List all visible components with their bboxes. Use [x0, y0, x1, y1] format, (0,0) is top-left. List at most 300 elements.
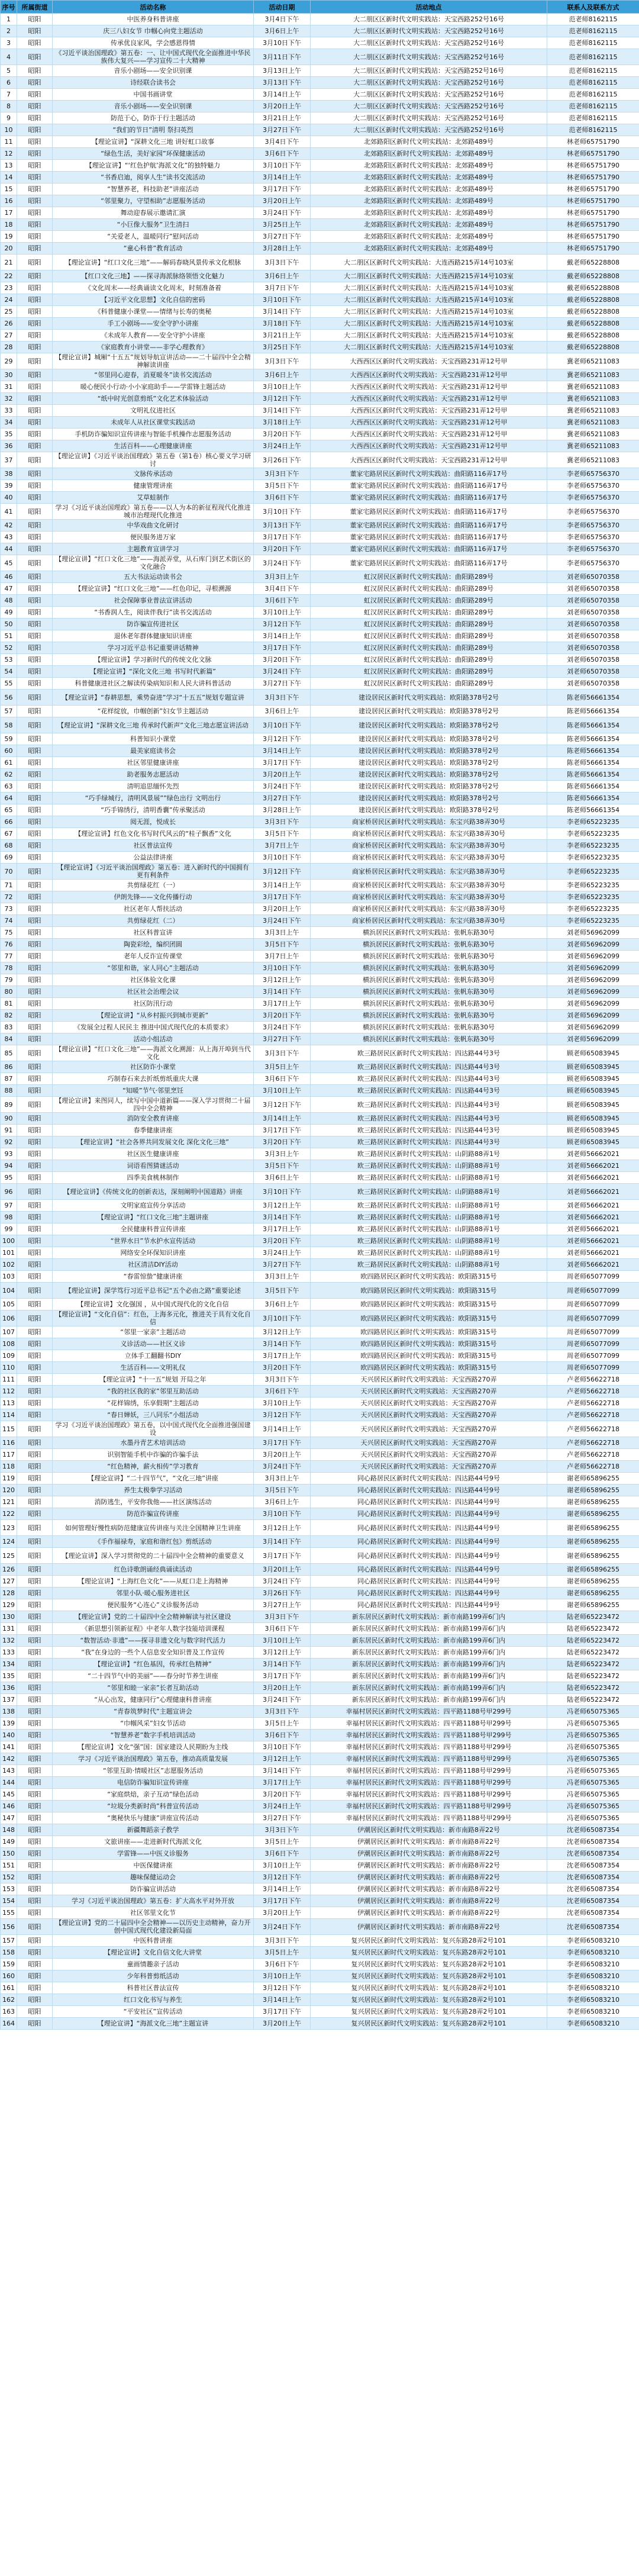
- cell-index: 79: [1, 974, 17, 986]
- cell-location: 天兴居民区新时代文明实践站：天宝西路270弄: [311, 1386, 547, 1398]
- cell-location: 欧三路居民区新时代文明实践站：山阴路88弄1号: [311, 1247, 547, 1259]
- table-row: [1, 1097, 639, 1113]
- cell-index: 106: [1, 1310, 17, 1326]
- cell-location: 虹汉居民区新时代文明实践站：曲阳路289号: [311, 678, 547, 690]
- cell-street: 昭阳: [17, 619, 53, 630]
- cell-contact: 陆老师65223472: [547, 1694, 639, 1706]
- cell-date: 3月14日下午: [254, 1659, 311, 1670]
- cell-index: 14: [1, 172, 17, 183]
- table-row: [1, 607, 639, 619]
- cell-index: 40: [1, 492, 17, 504]
- cell-contact: 林老师65751790: [547, 231, 639, 243]
- cell-street: 昭阳: [17, 1895, 53, 1907]
- cell-street: 昭阳: [17, 1271, 53, 1283]
- table-row: [1, 1283, 639, 1299]
- cell-location: 同心路居民区新时代文明实践站：四达路44号9号: [311, 1536, 547, 1548]
- cell-index: 86: [1, 1061, 17, 1073]
- table-row: [1, 1647, 639, 1659]
- cell-location: 伊潮居民区新时代文明实践站：新市南路8弄22号: [311, 1907, 547, 1919]
- cell-location: 商家桥居民区新时代文明实践站：东宝兴路38弄30号: [311, 828, 547, 840]
- cell-activity-name: 《科普健康小课堂——情绪与长寿的奥秘: [53, 306, 254, 318]
- cell-contact: 李老师65083210: [547, 2018, 639, 2030]
- cell-index: 155: [1, 1907, 17, 1919]
- cell-date: 3月17日上午: [254, 1223, 311, 1235]
- cell-index: 99: [1, 1223, 17, 1235]
- table-row: [1, 342, 639, 353]
- cell-location: 北郊路阳区新时代文明实践站：北郊路489号: [311, 148, 547, 160]
- cell-index: 111: [1, 1374, 17, 1386]
- cell-street: 昭阳: [17, 1635, 53, 1647]
- cell-index: 126: [1, 1564, 17, 1576]
- cell-index: 95: [1, 1172, 17, 1184]
- table-row: [1, 793, 639, 804]
- cell-index: 153: [1, 1883, 17, 1895]
- table-row: [1, 271, 639, 282]
- cell-activity-name: 【理论宣讲】“上海红色文化”——从虹口走上海精神: [53, 1576, 254, 1588]
- cell-index: 2: [1, 25, 17, 37]
- cell-date: 3月12日上午: [254, 1647, 311, 1659]
- cell-date: 3月12日下午: [254, 733, 311, 745]
- table-row: [1, 1860, 639, 1872]
- cell-street: 昭阳: [17, 1386, 53, 1398]
- cell-street: 昭阳: [17, 816, 53, 828]
- cell-contact: 冯老师65075365: [547, 1706, 639, 1718]
- cell-contact: 李老师65083210: [547, 1935, 639, 1947]
- cell-location: 欧四路居民区新时代文明实践站：欧阳路315号: [311, 1299, 547, 1310]
- cell-date: 3月24日下午: [254, 781, 311, 793]
- cell-activity-name: 文明家庭宣传分享活动: [53, 1200, 254, 1212]
- cell-date: 3月17日下午: [254, 532, 311, 543]
- cell-index: 19: [1, 231, 17, 243]
- cell-index: 103: [1, 1271, 17, 1283]
- cell-index: 84: [1, 1033, 17, 1045]
- cell-index: 143: [1, 1765, 17, 1777]
- cell-index: 145: [1, 1789, 17, 1801]
- cell-street: 昭阳: [17, 1970, 53, 1982]
- cell-location: 同心路居民区新时代文明实践站：四达路44号9号: [311, 1576, 547, 1588]
- cell-activity-name: 文旅讲座——走进新时代海派文化: [53, 1836, 254, 1848]
- cell-contact: 戴老师65228808: [547, 294, 639, 306]
- cell-street: 昭阳: [17, 1564, 53, 1576]
- cell-index: 156: [1, 1919, 17, 1935]
- cell-activity-name: 伊朗先锋——文化传播行动: [53, 891, 254, 903]
- cell-street: 昭阳: [17, 440, 53, 452]
- cell-activity-name: “世界水日”节水护水宣传活动: [53, 1235, 254, 1247]
- cell-index: 140: [1, 1730, 17, 1741]
- table-row: [1, 852, 639, 864]
- cell-location: 欧四路居民区新时代文明实践站：欧阳路315号: [311, 1362, 547, 1374]
- cell-street: 昭阳: [17, 1777, 53, 1789]
- cell-index: 46: [1, 571, 17, 583]
- cell-street: 昭阳: [17, 1045, 53, 1061]
- cell-contact: 李老师65223235: [547, 903, 639, 915]
- cell-activity-name: “巧手锦绣行，清明香囊”传承聚活动: [53, 804, 254, 816]
- cell-index: 132: [1, 1635, 17, 1647]
- cell-index: 130: [1, 1611, 17, 1623]
- cell-activity-name: 【理论宣讲】“从乡村振兴到城市更新”: [53, 1010, 254, 1022]
- table-row: [1, 583, 639, 595]
- cell-location: 横浜居民区新时代文明实践站：张帆东路30号: [311, 951, 547, 962]
- cell-date: 3月6日下午: [254, 492, 311, 504]
- cell-location: 大二朋区区新时代文明实践站：天宝西路252号16号: [311, 37, 547, 49]
- cell-location: 大西西区区新时代文明实践站：天宝西路231弄12号甲: [311, 369, 547, 381]
- cell-activity-name: “知暖”节气·邻里烹饪: [53, 1085, 254, 1097]
- table-row: [1, 769, 639, 781]
- table-row: [1, 974, 639, 986]
- cell-contact: 谢老师65896255: [547, 1588, 639, 1599]
- table-row: [1, 452, 639, 468]
- cell-contact: 刘老师56962099: [547, 974, 639, 986]
- cell-location: 建设居民区新时代文明实践站：欧阳路378号2号: [311, 757, 547, 769]
- cell-contact: 陆老师65223472: [547, 1635, 639, 1647]
- table-row: [1, 1212, 639, 1223]
- cell-contact: 卢老师56622718: [547, 1461, 639, 1473]
- cell-contact: 冯老师65075365: [547, 1777, 639, 1789]
- cell-contact: 沈老师65087354: [547, 1836, 639, 1848]
- cell-street: 昭阳: [17, 1520, 53, 1536]
- cell-activity-name: 便民服务“心连心”义诊服务活动: [53, 1599, 254, 1611]
- cell-location: 同心路居民区新时代文明实践站：四达路44号9号: [311, 1485, 547, 1496]
- cell-activity-name: 社区科普宣讲: [53, 927, 254, 939]
- cell-index: 74: [1, 915, 17, 927]
- cell-contact: 陈老师56661354: [547, 745, 639, 757]
- cell-date: 3月3日上午: [254, 1148, 311, 1160]
- cell-index: 101: [1, 1247, 17, 1259]
- table-row: [1, 1753, 639, 1765]
- table-row: [1, 148, 639, 160]
- table-row: [1, 353, 639, 369]
- table-row: [1, 1310, 639, 1326]
- cell-location: 欧三路居民区新时代文明实践站：四达路44号3号: [311, 1097, 547, 1113]
- cell-date: 3月10日下午: [254, 1741, 311, 1753]
- cell-location: 欧三路居民区新时代文明实践站：山阴路88弄1号: [311, 1223, 547, 1235]
- table-row: [1, 1496, 639, 1508]
- cell-date: 3月14日下午: [254, 986, 311, 998]
- table-row: [1, 2018, 639, 2030]
- cell-index: 121: [1, 1496, 17, 1508]
- cell-street: 昭阳: [17, 306, 53, 318]
- cell-contact: 林老师65751790: [547, 195, 639, 207]
- cell-street: 昭阳: [17, 1576, 53, 1588]
- table-row: [1, 1959, 639, 1970]
- cell-contact: 冀老师65211083: [547, 393, 639, 405]
- cell-date: 3月13日下午: [254, 520, 311, 532]
- cell-date: 3月6日上午: [254, 25, 311, 37]
- header-index: 序号: [1, 1, 17, 14]
- cell-activity-name: 【理论宣讲】“十一五”规划 开局之年: [53, 1374, 254, 1386]
- cell-street: 昭阳: [17, 543, 53, 555]
- cell-location: 虹汉居民区新时代文明实践站：曲阳路289号: [311, 619, 547, 630]
- cell-street: 昭阳: [17, 282, 53, 294]
- cell-street: 昭阳: [17, 1548, 53, 1564]
- cell-activity-name: “书香润人生，阅读伴我行”读书交流活动: [53, 607, 254, 619]
- cell-activity-name: 学习《习近平谈治国理政》第五卷：扩大高水平对外开放: [53, 1895, 254, 1907]
- cell-street: 昭阳: [17, 864, 53, 880]
- cell-index: 154: [1, 1895, 17, 1907]
- cell-index: 37: [1, 452, 17, 468]
- cell-contact: 范老师8162115: [547, 65, 639, 77]
- cell-activity-name: “智慧养老，科技助老”讲座活动: [53, 183, 254, 195]
- cell-contact: 冯老师65075365: [547, 1801, 639, 1812]
- cell-activity-name: 中医养身科普讲座: [53, 14, 254, 25]
- cell-index: 157: [1, 1935, 17, 1947]
- table-row: [1, 468, 639, 480]
- cell-date: 3月20日上午: [254, 1682, 311, 1694]
- cell-date: 3月17日上午: [254, 1350, 311, 1362]
- table-row: [1, 555, 639, 571]
- cell-date: 3月6日下午: [254, 1959, 311, 1970]
- cell-index: 162: [1, 1994, 17, 2006]
- cell-date: 3月27日下午: [254, 124, 311, 136]
- cell-location: 欧四路居民区新时代文明实践站：欧阳路315号: [311, 1350, 547, 1362]
- cell-index: 57: [1, 706, 17, 717]
- cell-date: 3月3日下午: [254, 1706, 311, 1718]
- cell-date: 3月17日下午: [254, 1125, 311, 1136]
- cell-location: 幸福村居民区新时代文明实践站：四平路1188号甲299号: [311, 1765, 547, 1777]
- cell-activity-name: 科普健康进社区之解读传染病知识和人民大讲科普活动: [53, 678, 254, 690]
- cell-street: 昭阳: [17, 733, 53, 745]
- cell-contact: 李老师65083210: [547, 1982, 639, 1994]
- table-row: [1, 1398, 639, 1409]
- cell-index: 127: [1, 1576, 17, 1588]
- cell-index: 109: [1, 1350, 17, 1362]
- cell-activity-name: 学习《习近平谈治国理政》第五卷——以人为本的新征程现代化推进城市治理现代化推进: [53, 504, 254, 520]
- cell-date: 3月13日上午: [254, 65, 311, 77]
- cell-location: 天兴居民区新时代文明实践站：天宝西路270弄: [311, 1398, 547, 1409]
- table-row: [1, 282, 639, 294]
- cell-date: 3月20日下午: [254, 543, 311, 555]
- cell-index: 94: [1, 1160, 17, 1172]
- cell-index: 138: [1, 1706, 17, 1718]
- cell-street: 昭阳: [17, 195, 53, 207]
- cell-activity-name: 四季美食桃林制作: [53, 1172, 254, 1184]
- cell-contact: 林老师65751790: [547, 207, 639, 219]
- cell-contact: 陈老师56661354: [547, 781, 639, 793]
- cell-date: 3月5日上午: [254, 1061, 311, 1073]
- cell-street: 昭阳: [17, 666, 53, 678]
- cell-location: 大西西区区新时代文明实践站：天宝西路231弄12号甲: [311, 417, 547, 429]
- cell-index: 144: [1, 1777, 17, 1789]
- cell-date: 3月27日下午: [254, 678, 311, 690]
- cell-date: 3月14日下午: [254, 1536, 311, 1548]
- cell-activity-name: 《未成年人教育——安全守护小讲座: [53, 330, 254, 342]
- table-row: [1, 37, 639, 49]
- cell-location: 虹汉居民区新时代文明实践站：曲阳路289号: [311, 654, 547, 666]
- cell-activity-name: 学雷锋——中医义诊服务: [53, 1848, 254, 1860]
- cell-index: 85: [1, 1045, 17, 1061]
- cell-activity-name: 诗经联合读书会: [53, 77, 254, 89]
- header-activity-name: 活动名称: [53, 1, 254, 14]
- cell-activity-name: 未成年人从社区课堂实践活动: [53, 417, 254, 429]
- table-row: [1, 1125, 639, 1136]
- cell-date: 3月12日上午: [254, 1753, 311, 1765]
- cell-street: 昭阳: [17, 1982, 53, 1994]
- cell-date: 3月6日上午: [254, 271, 311, 282]
- cell-activity-name: “我们的节日”清明 祭扫英烈: [53, 124, 254, 136]
- cell-index: 115: [1, 1421, 17, 1437]
- table-row: [1, 318, 639, 330]
- cell-contact: 冯老师65075365: [547, 1718, 639, 1730]
- cell-location: 复兴居民区新时代文明实践站：复兴东路28弄2号101: [311, 1994, 547, 2006]
- cell-contact: 冯老师65075365: [547, 1753, 639, 1765]
- cell-activity-name: 趣味保健运动会: [53, 1872, 254, 1883]
- cell-date: 3月24日下午: [254, 555, 311, 571]
- cell-street: 昭阳: [17, 1148, 53, 1160]
- cell-street: 昭阳: [17, 1085, 53, 1097]
- cell-location: 大二朋区区新时代文明实践站：大连西路215弄14号103室: [311, 282, 547, 294]
- cell-index: 35: [1, 429, 17, 440]
- cell-contact: 顾老师65083945: [547, 1073, 639, 1085]
- cell-index: 17: [1, 207, 17, 219]
- cell-street: 昭阳: [17, 1718, 53, 1730]
- cell-date: 3月10日下午: [254, 294, 311, 306]
- cell-contact: 刘老师56962099: [547, 927, 639, 939]
- cell-contact: 李老师65083210: [547, 1947, 639, 1959]
- cell-location: 欧三路居民区新时代文明实践站：四达路44号3号: [311, 1136, 547, 1148]
- table-row: [1, 1085, 639, 1097]
- cell-street: 昭阳: [17, 690, 53, 706]
- cell-date: 3月10日上午: [254, 1085, 311, 1097]
- cell-street: 昭阳: [17, 1801, 53, 1812]
- cell-activity-name: 【理论宣讲】党的二十届四中全会精神解读与社区建设: [53, 1611, 254, 1623]
- cell-activity-name: 防范诈骗宣传讲座: [53, 1508, 254, 1520]
- cell-street: 昭阳: [17, 642, 53, 654]
- cell-date: 3月4日下午: [254, 583, 311, 595]
- table-row: [1, 1907, 639, 1919]
- cell-index: 65: [1, 804, 17, 816]
- cell-location: 欧四路居民区新时代文明实践站：欧阳路315号: [311, 1310, 547, 1326]
- cell-location: 天兴居民区新时代文明实践站：天宝西路270弄: [311, 1437, 547, 1449]
- cell-activity-name: 少年科普剪纸活动: [53, 1970, 254, 1982]
- header-contact: 联系人及联系方式: [547, 1, 639, 14]
- cell-activity-name: “关爱老人，温暖同行”慰问活动: [53, 231, 254, 243]
- cell-street: 昭阳: [17, 1212, 53, 1223]
- cell-street: 昭阳: [17, 468, 53, 480]
- cell-activity-name: 退休老年群体健康知识讲座: [53, 630, 254, 642]
- table-row: [1, 630, 639, 642]
- cell-street: 昭阳: [17, 369, 53, 381]
- cell-date: 3月28日上午: [254, 243, 311, 255]
- cell-index: 64: [1, 793, 17, 804]
- cell-location: 大二朋区区新时代文明实践站：天宝西路252号16号: [311, 14, 547, 25]
- cell-contact: 冀老师65211083: [547, 417, 639, 429]
- cell-activity-name: 社区体验文化课: [53, 974, 254, 986]
- cell-street: 昭阳: [17, 607, 53, 619]
- table-row: [1, 231, 639, 243]
- cell-date: 3月21日上午: [254, 330, 311, 342]
- cell-index: 148: [1, 1824, 17, 1836]
- table-row: [1, 255, 639, 271]
- cell-location: 北郊路阳区新时代文明实践站：北郊路489号: [311, 207, 547, 219]
- cell-index: 77: [1, 951, 17, 962]
- cell-activity-name: 义诊活动——社区义诊: [53, 1338, 254, 1350]
- cell-contact: 顾老师65083945: [547, 1136, 639, 1148]
- cell-index: 49: [1, 607, 17, 619]
- cell-activity-name: 社区邻里健康讲座: [53, 757, 254, 769]
- cell-contact: 李老师65756370: [547, 520, 639, 532]
- cell-date: 3月20日上午: [254, 1564, 311, 1576]
- cell-activity-name: 社区老年人帮扶活动: [53, 903, 254, 915]
- cell-index: 97: [1, 1200, 17, 1212]
- cell-location: 天兴居民区新时代文明实践站：天宝西路270弄: [311, 1449, 547, 1461]
- cell-location: 复兴居民区新时代文明实践站：复兴东路28弄2号101: [311, 1947, 547, 1959]
- cell-location: 欧四路居民区新时代文明实践站：欧阳路315号: [311, 1326, 547, 1338]
- cell-street: 昭阳: [17, 1259, 53, 1271]
- cell-activity-name: 【理论宣讲】文化自信文化大讲堂: [53, 1947, 254, 1959]
- cell-index: 55: [1, 678, 17, 690]
- cell-index: 116: [1, 1437, 17, 1449]
- cell-street: 昭阳: [17, 1659, 53, 1670]
- cell-index: 137: [1, 1694, 17, 1706]
- cell-street: 昭阳: [17, 986, 53, 998]
- cell-street: 昭阳: [17, 1283, 53, 1299]
- cell-index: 34: [1, 417, 17, 429]
- cell-index: 91: [1, 1125, 17, 1136]
- cell-index: 10: [1, 124, 17, 136]
- cell-date: 3月10日下午: [254, 160, 311, 172]
- table-row: [1, 915, 639, 927]
- cell-date: 3月3日下午: [254, 1611, 311, 1623]
- cell-street: 昭阳: [17, 1200, 53, 1212]
- cell-location: 欧三路居民区新时代文明实践站：四达路44号3号: [311, 1045, 547, 1061]
- cell-contact: 冀老师65211083: [547, 440, 639, 452]
- cell-street: 昭阳: [17, 1994, 53, 2006]
- cell-contact: 刘老师56962099: [547, 998, 639, 1010]
- table-row: [1, 757, 639, 769]
- table-body: [1, 14, 639, 2030]
- cell-street: 昭阳: [17, 532, 53, 543]
- cell-activity-name: 【理论宣讲】“二十四节气”，“文化三地”讲座: [53, 1473, 254, 1485]
- cell-contact: 冀老师65211083: [547, 353, 639, 369]
- cell-location: 董家宅路居民区新时代文明实践站：曲阳路116弄17号: [311, 520, 547, 532]
- cell-activity-name: 社区普法宣传: [53, 840, 254, 852]
- cell-activity-name: 【理论宣讲】“红口文化三地”主题讲座: [53, 1212, 254, 1223]
- cell-contact: 林老师65751790: [547, 219, 639, 231]
- cell-date: 3月7日上午: [254, 951, 311, 962]
- cell-date: 3月21日上午: [254, 112, 311, 124]
- table-row: [1, 745, 639, 757]
- cell-contact: 戴老师65228808: [547, 306, 639, 318]
- cell-date: 3月5日上午: [254, 1836, 311, 1848]
- table-row: [1, 1588, 639, 1599]
- cell-location: 复兴居民区新时代文明实践站：复兴东路28弄2号101: [311, 2018, 547, 2030]
- cell-date: 3月12日下午: [254, 393, 311, 405]
- cell-date: 3月24日下午: [254, 1022, 311, 1033]
- cell-date: 3月3日下午: [254, 690, 311, 706]
- cell-location: 新东居民区新时代文明实践站：新市南路199弄6门内: [311, 1659, 547, 1670]
- cell-date: 3月20日上午: [254, 903, 311, 915]
- table-row: [1, 840, 639, 852]
- cell-street: 昭阳: [17, 1125, 53, 1136]
- cell-date: 3月24日上午: [254, 440, 311, 452]
- table-row: [1, 14, 639, 25]
- cell-index: 117: [1, 1449, 17, 1461]
- cell-activity-name: 社区清洁DIY活动: [53, 1259, 254, 1271]
- cell-street: 昭阳: [17, 207, 53, 219]
- table-row: [1, 1682, 639, 1694]
- table-row: [1, 1599, 639, 1611]
- cell-location: 欧四路居民区新时代文明实践站：欧阳路315号: [311, 1271, 547, 1283]
- cell-location: 大二朋区区新时代文明实践站：大连西路215弄14号103室: [311, 255, 547, 271]
- cell-contact: 李老师65223235: [547, 915, 639, 927]
- cell-location: 大二朋区区新时代文明实践站：大连西路215弄14号103室: [311, 318, 547, 330]
- table-row: [1, 571, 639, 583]
- cell-contact: 沈老师65087354: [547, 1919, 639, 1935]
- table-row: [1, 654, 639, 666]
- cell-street: 昭阳: [17, 492, 53, 504]
- cell-index: 13: [1, 160, 17, 172]
- cell-date: 3月27日下午: [254, 1259, 311, 1271]
